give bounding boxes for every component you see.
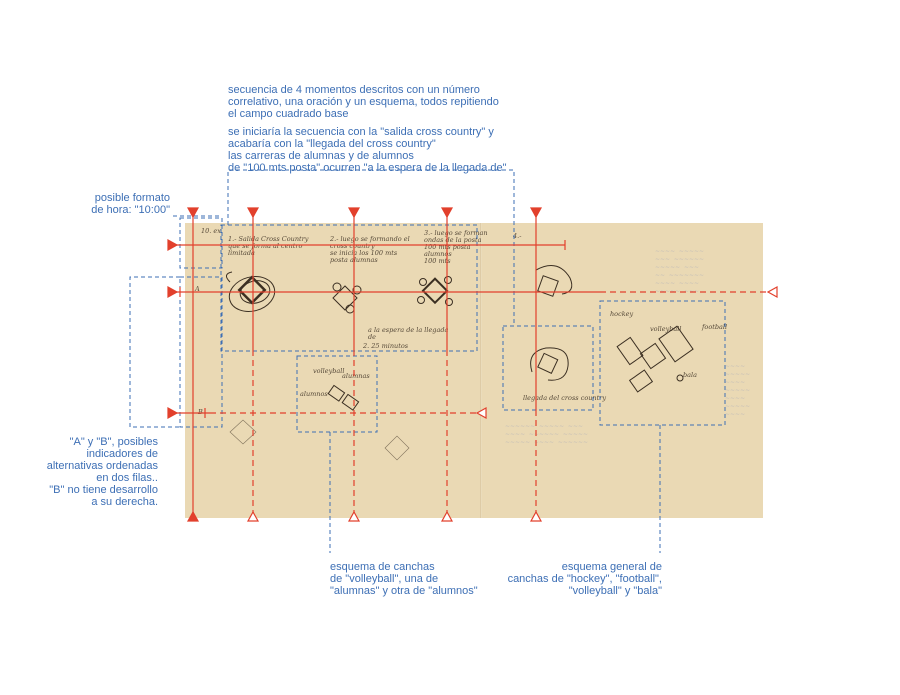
- hockey-label: hockey: [610, 310, 634, 318]
- step-2-text: 2.- luego se formando el cross country se inicia los 100 mts posta alumnas: [330, 235, 410, 264]
- frame-volleyball: [297, 356, 377, 432]
- frame-sequence-field: [221, 225, 477, 351]
- sketch-general-fields: [617, 326, 693, 392]
- marker-bottom-5: [531, 512, 541, 521]
- bleed-through-text: ~~~~ ~~~~~ ~~~ ~~~~~~ ~~~~~ ~~~ ~~ ~~~~~~~ ~~~~ ~~~~ ~~~~~ ~~~: [655, 248, 705, 295]
- step-4-text: 4.-: [513, 232, 522, 240]
- marker-bottom-3: [349, 512, 359, 521]
- marker-bottom-2: [248, 512, 258, 521]
- blue-dashed-frames: [130, 170, 728, 553]
- leader-sequence: [228, 170, 514, 326]
- volleyball-label: volleyball: [313, 367, 345, 375]
- marker-left-top: [168, 240, 177, 250]
- note-general-scheme: esquema general de canchas de "hockey", "football", "volleyball" y "bala": [507, 561, 662, 597]
- marker-top-3: [349, 208, 359, 217]
- note-sequence-detail: se iniciaría la secuencia con la "salida cross country" y acabaría con la "llegada del cross country" las carreras de alumnas y de alumnos de "100 mts posta" ocurren "a la espera de la llegada de": [228, 126, 507, 174]
- arrival-note: llegada del cross country: [523, 394, 607, 402]
- marker-bottom-1: [188, 512, 198, 521]
- alumnos-label: alumnos: [300, 390, 328, 398]
- marker-right-a: [768, 287, 777, 297]
- marker-left-b: [168, 408, 177, 418]
- row-a-label: A: [195, 285, 200, 293]
- marker-right-b: [477, 408, 486, 418]
- note-alternatives: "A" y "B", posibles indicadores de alternativas ordenadas en dos filas.. "B" no tiene desarrollo a su derecha.: [46, 436, 158, 508]
- corner-mark: 10. ex: [201, 227, 221, 235]
- alumnas-label: alumnas: [342, 372, 370, 380]
- bleed-through-text-2: ~~~~ ~~~~~ ~~~~ ~~~~~ ~~~~ ~~~~~ ~~~~: [725, 363, 751, 418]
- red-grid: [173, 213, 770, 513]
- row-b-label: B: [198, 408, 203, 416]
- note-time-format: posible formato de hora: "10:00": [91, 192, 170, 216]
- frame-time-format: [180, 218, 222, 268]
- note-sequence-title: secuencia de 4 momentos descritos con un número correlativo, una oración y un esquema, todos repitiendo el campo cuadrado base: [228, 84, 499, 120]
- step-3-text: 3.- luego se forman ondas de la posta 100 mts posta alumnos 100 mts: [424, 229, 488, 265]
- marker-top-5: [531, 208, 541, 217]
- leader-alternatives: [130, 277, 180, 427]
- bala-label: bala: [683, 371, 697, 379]
- marker-left-a: [168, 287, 177, 297]
- waiting-note: a la espera de la llegada de: [368, 326, 449, 341]
- sketch-step-2: [333, 283, 361, 313]
- frame-arrival: [503, 326, 593, 410]
- football-label: football: [702, 323, 728, 331]
- sketch-volleyball: [328, 385, 358, 410]
- volleyball-label-2: volleyball: [650, 325, 682, 333]
- bleed-through-text-3: ~~~~~~ ~~~~~ ~~~ ~~~~ ~~~~~~ ~~~~~ ~~~~~ ~~~~ ~~~~~~: [505, 423, 589, 446]
- marker-top-4: [442, 208, 452, 217]
- frame-row-markers: [180, 277, 222, 427]
- frame-general-fields: [600, 301, 728, 425]
- marker-top-2: [248, 208, 258, 217]
- minutes-note: 2. 25 minutos: [363, 342, 409, 350]
- marker-bottom-4: [442, 512, 452, 521]
- note-volleyball-scheme: esquema de canchas de "volleyball", una de "alumnas" y otra de "alumnos": [330, 561, 478, 597]
- sketch-row-b: [230, 420, 409, 460]
- ink-sketches: [225, 266, 693, 461]
- sketch-step-1: [225, 272, 278, 317]
- step-1-text: 1.- Salida Cross Country que se forma al centro limitada: [228, 235, 309, 257]
- red-markers: [168, 208, 777, 521]
